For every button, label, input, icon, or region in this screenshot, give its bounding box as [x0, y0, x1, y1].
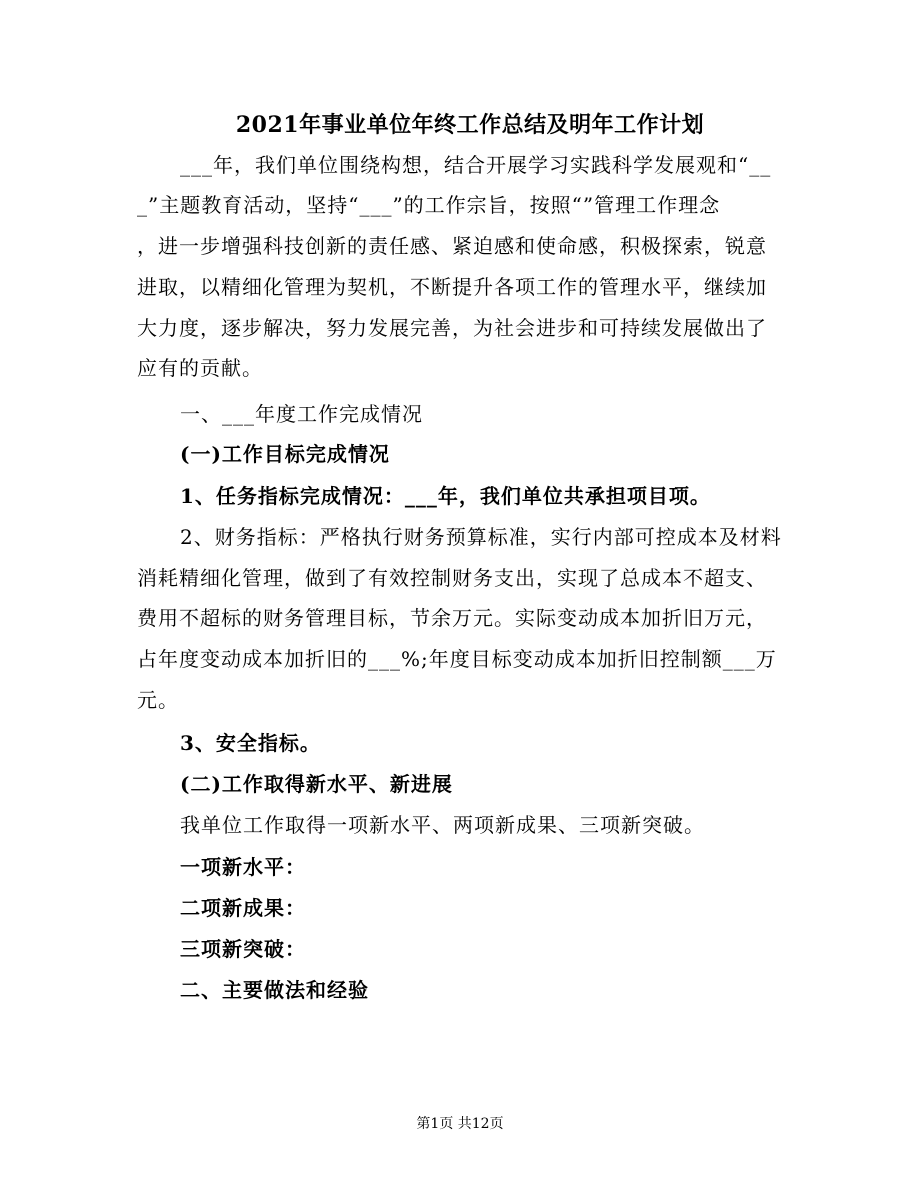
intro-line: ，进一步增强科技创新的责任感、紧迫感和使命感，积极探索，锐意 [137, 234, 767, 258]
section-heading-2: 二、主要做法和经验 [180, 978, 369, 1002]
finance-line: 占年度变动成本加折旧的___%;年度目标变动成本加折旧控制额___万 [137, 647, 777, 671]
finance-line: 费用不超标的财务管理目标，节余万元。实际变动成本加折旧万元， [137, 606, 767, 630]
new-breakthroughs-label: 三项新突破： [180, 937, 306, 961]
task-indicator-item: 1、任务指标完成情况：___年，我们单位共承担项目项。 [180, 484, 711, 508]
intro-line: 进取，以精细化管理为契机，不断提升各项工作的管理水平，继续加 [137, 275, 767, 299]
finance-line: 消耗精细化管理，做到了有效控制财务支出，实现了总成本不超支、 [137, 566, 767, 590]
finance-line: 元。 [137, 688, 179, 712]
intro-line: ___年，我们单位围绕构想，结合开展学习实践科学发展观和“__ [180, 153, 772, 177]
safety-indicator-item: 3、安全指标。 [180, 731, 321, 755]
intro-line: _”主题教育活动，坚持“___”的工作宗旨，按照“”管理工作理念 [137, 193, 721, 217]
document-title: 2021年事业单位年终工作总结及明年工作计划 [235, 112, 705, 138]
intro-line: 应有的贡献。 [137, 356, 263, 380]
new-results-label: 二项新成果： [180, 896, 306, 920]
finance-line: 2、财务指标：严格执行财务预算标准，实行内部可控成本及材料 [180, 525, 782, 549]
subsection-heading-2: (二)工作取得新水平、新进展 [180, 772, 453, 796]
section-heading-1: 一、___年度工作完成情况 [180, 402, 423, 426]
achievements-summary: 我单位工作取得一项新水平、两项新成果、三项新突破。 [180, 813, 705, 837]
new-level-label: 一项新水平： [180, 855, 306, 879]
page-number: 第1页 共12页 [416, 1116, 504, 1132]
subsection-heading-1: (一)工作目标完成情况 [180, 442, 390, 466]
intro-line: 大力度，逐步解决，努力发展完善，为社会进步和可持续发展做出了 [137, 316, 767, 340]
